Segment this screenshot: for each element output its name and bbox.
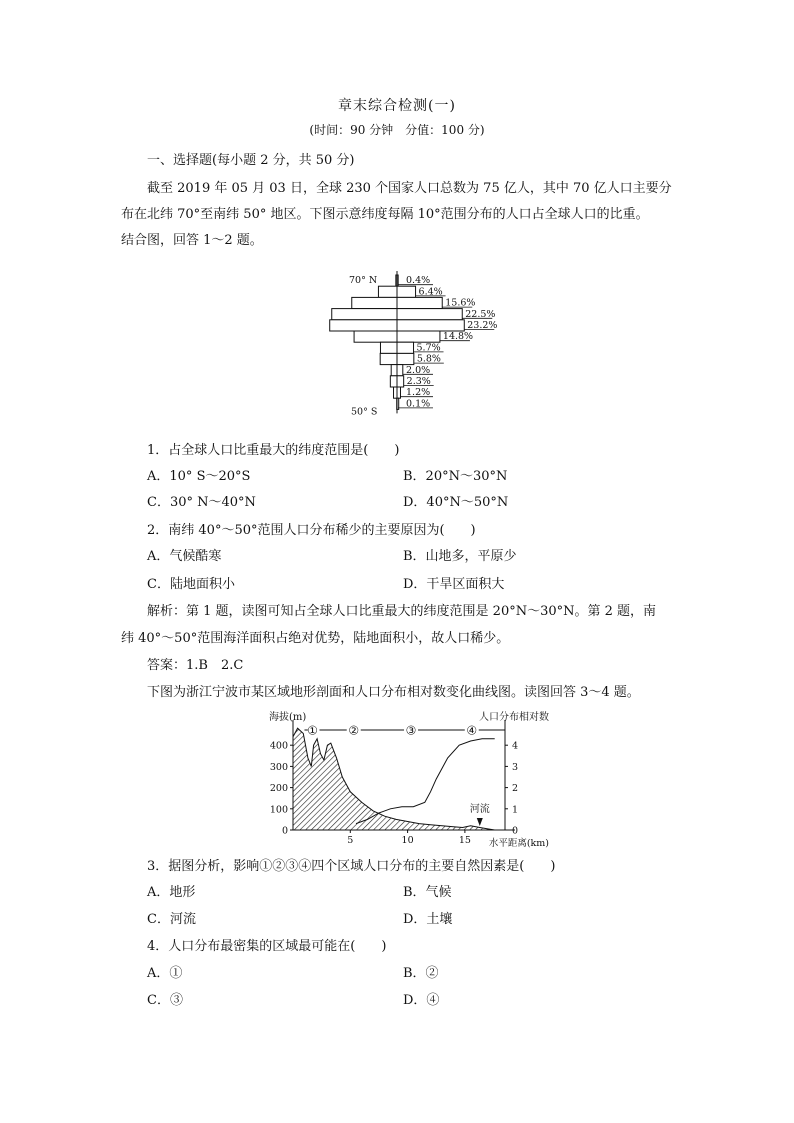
question-4-option-c: C．③ [147,993,183,1008]
page-title: 章末综合检测(一) [338,98,456,114]
x-tick-label-1: 10 [401,835,414,846]
bar-value-label-1: 0.4% [406,275,431,287]
answer-text: 答案：1.B 2.C [147,658,244,673]
x-axis-title: 水平距离(km) [488,838,549,849]
bar-value-label-4: 22.5% [465,308,496,320]
region-marker-4: ④ [466,723,478,738]
region-marker-2: ② [348,723,360,738]
question-3-option-b: B．气候 [403,885,452,900]
question-1-option-d: D．40°N～50°N [403,495,509,510]
question-3-stem: 3．据图分析，影响①②③④四个区域人口分布的主要自然因素是( ) [147,859,556,874]
question-2-option-a: A．气候酷寒 [147,549,222,564]
bar-value-label-11: 1.2% [406,387,431,399]
page-subtitle: (时间：90 分钟 分值：100 分) [309,123,485,137]
latitude-bottom-label: 50° S [351,406,378,418]
bar-value-label-9: 2.0% [406,364,431,376]
region-marker-3: ③ [405,723,417,738]
y-left-tick-label-2: 200 [269,783,288,795]
river-label: 河流 [469,804,490,815]
question-2-option-b: B．山地多，平原少 [403,549,517,564]
y-left-tick-label-0: 0 [281,825,288,837]
section-heading: 一、选择题(每小题 2 分，共 50 分) [147,153,355,168]
bar-value-label-5: 23.2% [467,320,498,331]
intro-line-3: 结合图，回答 1～2 题。 [121,233,263,248]
region-marker-1: ① [307,723,318,738]
question-1-stem: 1．占全球人口比重最大的纬度范围是( ) [147,443,400,458]
latitude-top-label: 70° N [349,275,378,286]
question-4-option-d: D．④ [403,993,440,1008]
bar-value-label-3: 15.6% [445,297,476,309]
y-right-tick-label-3: 3 [512,761,519,773]
question-3-option-c: C．河流 [147,912,196,927]
intro-line-2: 布在北纬 70°至南纬 50° 地区。下图示意纬度每隔 10°范围分布的人口占全球人口的比重。 [121,207,649,222]
x-tick-label-0: 5 [347,835,354,846]
bar-value-label-8: 5.8% [416,353,441,365]
y-left-tick-label-4: 400 [269,740,288,752]
x-tick-label-2: 15 [458,835,471,846]
question-2-option-d: D．干旱区面积大 [403,577,505,592]
bar-value-label-12: 0.1% [406,398,431,410]
question-4-option-b: B．② [403,966,439,981]
y-left-axis-title: 海拔(m) [269,712,307,723]
y-right-tick-label-4: 4 [512,740,519,752]
y-left-tick-label-1: 100 [269,804,288,816]
question-1-option-c: C．30° N～40°N [147,495,256,510]
bar-value-label-6: 14.8% [442,331,474,343]
question-2-stem: 2．南纬 40°～50°范围人口分布稀少的主要原因为( ) [147,523,476,538]
question-3-option-a: A．地形 [147,885,196,900]
question-1-option-b: B．20°N～30°N [403,469,508,484]
y-left-tick-label-3: 300 [269,761,288,773]
intro-line-1: 截至 2019 年 05 月 03 日，全球 230 个国家人口总数为 75 亿人，其中 70 亿人口主要分 [147,181,672,196]
y-right-tick-label-2: 2 [512,783,519,795]
terrain-population-chart [265,706,555,851]
river-marker-icon [477,818,483,826]
question-4-stem: 4．人口分布最密集的区域最可能在( ) [147,939,387,954]
question-3-option-d: D．土壤 [403,912,453,927]
analysis-line-2: 纬 40°～50°范围海洋面积占绝对优势，陆地面积小，故人口稀少。 [121,631,510,646]
question-2-option-c: C．陆地面积小 [147,577,235,592]
bar-value-label-2: 6.4% [418,286,443,298]
y-right-axis-title: 人口分布相对数 [479,712,549,723]
analysis-line-1: 解析：第 1 题，读图可知占全球人口比重最大的纬度范围是 20°N～30°N。第 2 题，南 [147,604,657,619]
intro-2: 下图为浙江宁波市某区域地形剖面和人口分布相对数变化曲线图。读图回答 3～4 题。 [147,685,640,700]
bar-value-label-7: 5.7% [416,342,441,354]
question-4-option-a: A．① [147,966,183,981]
bar-value-label-10: 2.3% [406,376,431,387]
y-right-tick-label-0: 0 [512,825,519,837]
y-right-tick-label-1: 1 [512,804,519,816]
latitude-population-chart [250,265,570,425]
question-1-option-a: A．10° S～20°S [147,469,251,484]
